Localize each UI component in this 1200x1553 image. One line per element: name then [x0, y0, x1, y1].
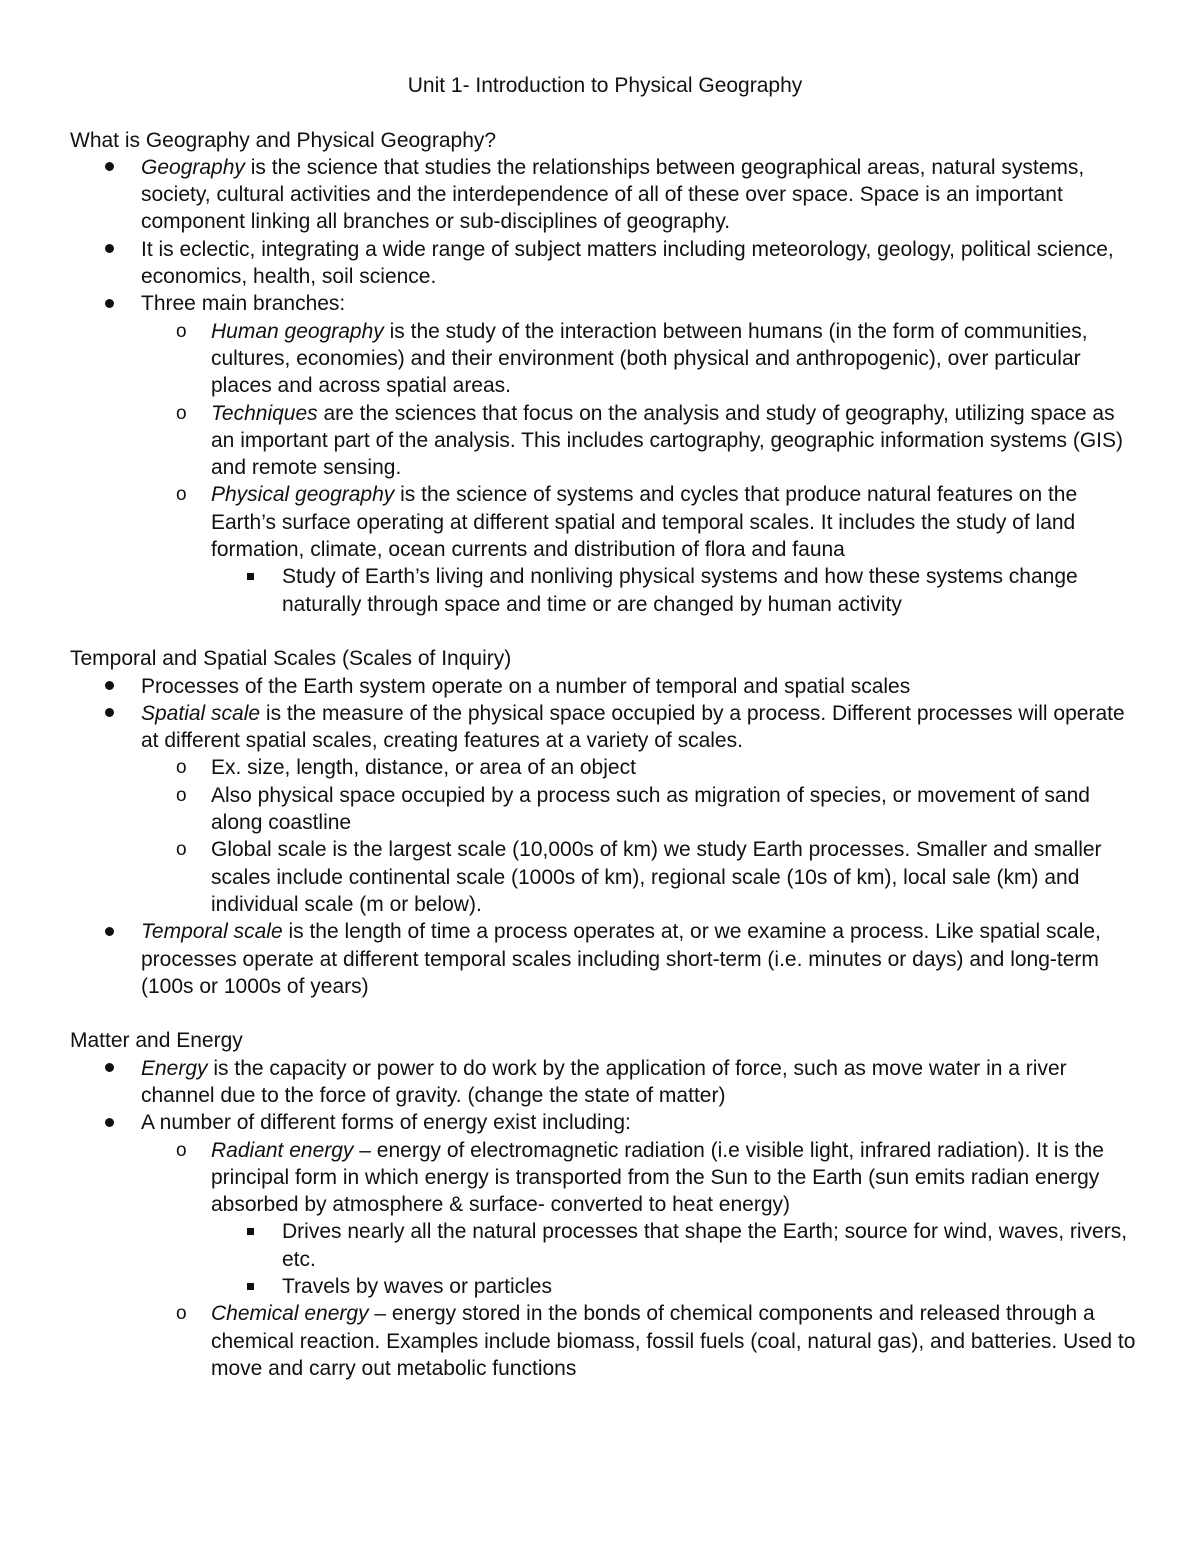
list-item	[70, 918, 1140, 1000]
term: Energy	[141, 1056, 208, 1080]
page-title: Unit 1- Introduction to Physical Geography	[407, 74, 803, 97]
bullet-circle-icon: o	[176, 402, 187, 424]
bullet-dot-icon	[105, 1109, 114, 1136]
bullet-dot-icon	[105, 154, 114, 181]
item-text: – energy of electromagnetic radiation (i.e visible light, infrared radiation). It is the principal form in which energy is transported from the Sun to the Earth (sun emits radian energy absorbed by atmosphere & surface- converted to heat energy)	[211, 1138, 1104, 1217]
list-subsubitem	[70, 1218, 1140, 1273]
item-text: – energy stored in the bonds of chemical components and released through a chemical reaction. Examples include biomass, fossil fuels (coal, natural gas), and batteries. Used to move and carry out metabolic functions	[211, 1302, 1136, 1380]
list-item	[70, 1109, 1140, 1136]
section-matter-energy	[70, 1027, 1140, 1382]
list-subitem	[70, 836, 1140, 918]
bullet-circle-icon: o	[176, 1139, 187, 1161]
item-text: Processes of the Earth system operate on a number of temporal and spatial scales	[141, 674, 911, 698]
bullet-dot-icon	[105, 673, 114, 700]
item-text: is the study of the interaction between humans (in the form of communities, cultures, economies) and their environment (both physical and anthropogenic), over particular places and across spatial areas.	[211, 319, 1088, 398]
bullet-dot-icon	[105, 1055, 114, 1082]
item-text: Study of Earth’s living and nonliving physical systems and how these systems change naturally through space and time or are changed by human activity	[282, 565, 1078, 616]
bullet-circle-icon: o	[176, 757, 187, 779]
bullet-square-icon	[247, 563, 254, 590]
item-text: is the capacity or power to do work by the application of force, such as move water in a river channel due to the force of gravity. (change the state of matter)	[141, 1056, 1067, 1107]
list-subitem	[70, 1300, 1140, 1382]
list-subitem	[70, 1137, 1140, 1219]
bullet-circle-icon: o	[176, 320, 187, 342]
bullet-list	[70, 154, 1140, 618]
bullet-circle-icon: o	[176, 839, 187, 861]
bullet-circle-icon: o	[176, 484, 187, 506]
list-item	[70, 290, 1140, 317]
term: Temporal scale	[141, 920, 283, 944]
item-text: Ex. size, length, distance, or area of an object	[211, 756, 636, 780]
item-text: A number of different forms of energy exist including:	[141, 1111, 631, 1135]
term: Spatial scale	[141, 701, 261, 725]
item-text: Also physical space occupied by a process such as migration of species, or movement of sand along coastline	[211, 783, 1090, 835]
item-text: It is eclectic, integrating a wide range of subject matters including meteorology, geology, political science, economics, health, soil science.	[141, 237, 1114, 289]
term: Geography	[141, 155, 245, 179]
bullet-square-icon	[247, 1218, 254, 1245]
list-item	[70, 673, 1140, 700]
list-item	[70, 154, 1140, 236]
list-item	[70, 236, 1140, 291]
bullet-square-icon	[247, 1273, 254, 1300]
section-what-is-geography	[70, 127, 1140, 618]
item-text: is the science of systems and cycles that produce natural features on the Earth’s surface operating at different spatial and temporal scales. It includes the study of land formation, climate, ocean currents and distribution of flora and fauna	[211, 483, 1078, 562]
list-subitem	[70, 400, 1140, 482]
bullet-dot-icon	[105, 918, 114, 945]
section-heading: Temporal and Spatial Scales (Scales of Inquiry)	[70, 647, 512, 671]
bullet-list	[70, 673, 1140, 1001]
document-page	[70, 72, 1140, 1410]
bullet-dot-icon	[105, 236, 114, 263]
list-subsubitem	[70, 563, 1140, 618]
section-heading: Matter and Energy	[70, 1029, 243, 1053]
term: Radiant energy	[211, 1138, 354, 1162]
item-text: is the science that studies the relationships between geographical areas, natural systems, society, cultural activities and the interdependence of all of these over space. Space is an important component linking all branches or sub-disciplines of geography.	[141, 155, 1085, 234]
list-subitem	[70, 481, 1140, 563]
bullet-dot-icon	[105, 700, 114, 727]
bullet-dot-icon	[105, 290, 114, 317]
item-text: are the sciences that focus on the analysis and study of geography, utilizing space as an important part of the analysis. This includes cartography, geographic information systems (GIS) and remote sensing.	[211, 401, 1123, 480]
list-item	[70, 700, 1140, 755]
bullet-circle-icon: o	[176, 1303, 187, 1325]
list-item	[70, 1055, 1140, 1110]
item-text: is the measure of the physical space occupied by a process. Different processes will operate at different spatial scales, creating features at a variety of scales.	[141, 701, 1125, 753]
term: Human geography	[211, 319, 384, 343]
item-text: Drives nearly all the natural processes that shape the Earth; source for wind, waves, rivers, etc.	[282, 1220, 1128, 1271]
bullet-list	[70, 1055, 1140, 1383]
item-text: is the length of time a process operates at, or we examine a process. Like spatial scale, processes operate at different temporal scales including short-term (i.e. minutes or days) and long-term (100s or 1000s of years)	[141, 920, 1101, 998]
list-subsubitem	[70, 1273, 1140, 1300]
list-subitem	[70, 782, 1140, 837]
item-text: Three main branches:	[141, 292, 346, 316]
term: Chemical energy	[211, 1302, 369, 1326]
term: Physical geography	[211, 483, 395, 507]
item-text: Global scale is the largest scale (10,000s of km) we study Earth processes. Smaller and smaller scales include continental scale (1000s of km), regional scale (10s of km), local sale (km) and individual scale (m or below).	[211, 838, 1102, 916]
bullet-circle-icon: o	[176, 784, 187, 806]
section-scales	[70, 645, 1140, 1000]
list-subitem	[70, 318, 1140, 400]
term: Techniques	[211, 401, 318, 425]
item-text: Travels by waves or particles	[282, 1275, 552, 1299]
section-heading: What is Geography and Physical Geography?	[70, 128, 497, 152]
list-subitem	[70, 754, 1140, 781]
